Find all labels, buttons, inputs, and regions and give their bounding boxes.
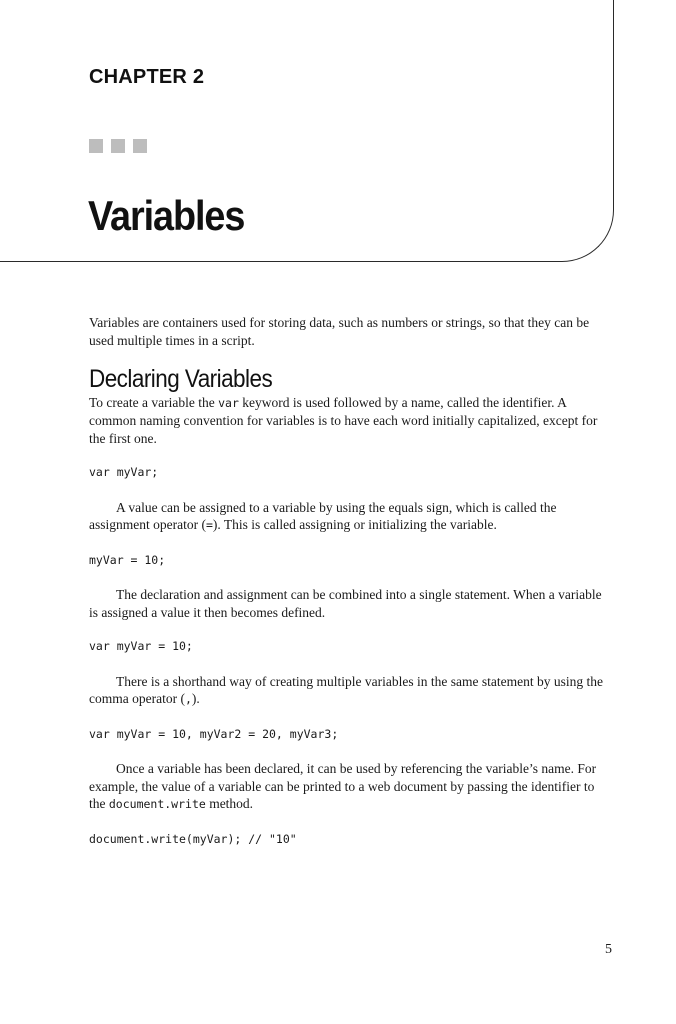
paragraph-2: A value can be assigned to a variable by using the equals sign, which is called the assignment operator (=). This is called assigning or initializing the variable. (89, 499, 557, 532)
code-block-3: var myVar = 10; (89, 639, 193, 653)
code-block-1: var myVar; (89, 465, 159, 479)
ornament-square (89, 139, 103, 153)
code-block-5: document.write(myVar); // "10" (89, 831, 297, 846)
paragraph-5: Once a variable has been declared, it can be used by referencing the variable’s name. For example, the value of a variable can be printed to a web document by passing the identifier to the document.write method. (89, 761, 597, 811)
chapter-body (89, 314, 613, 848)
paragraph-1: To create a variable the var keyword is used followed by a name, called the identifier. A common naming convention for variables is to have each word initially capitalized, except for the first one. (89, 394, 598, 446)
inline-code: var (218, 395, 239, 410)
code-block-4: var myVar = 10, myVar2 = 20, myVar3; (89, 726, 339, 741)
inline-code: document.write (108, 797, 206, 811)
inline-code: = (205, 518, 213, 532)
chapter-title: Variables (88, 192, 245, 239)
inline-code: , (184, 692, 192, 706)
section-heading: Declaring Variables (89, 365, 273, 393)
ornament-square (133, 139, 147, 153)
page-number: 5 (605, 942, 612, 957)
paragraph-4: There is a shorthand way of creating multiple variables in the same statement by using the comma operator (,). (89, 673, 603, 706)
chapter-ornament (89, 139, 147, 153)
paragraph-3: The declaration and assignment can be combined into a single statement. When a variable is assigned a value it then becomes defined. (89, 587, 602, 620)
chapter-label: CHAPTER 2 (89, 66, 205, 88)
code-block-2: myVar = 10; (89, 552, 166, 567)
intro-paragraph: Variables are containers used for storing data, such as numbers or strings, so that they can be used multiple times in a script. (89, 315, 590, 348)
ornament-square (111, 139, 125, 153)
